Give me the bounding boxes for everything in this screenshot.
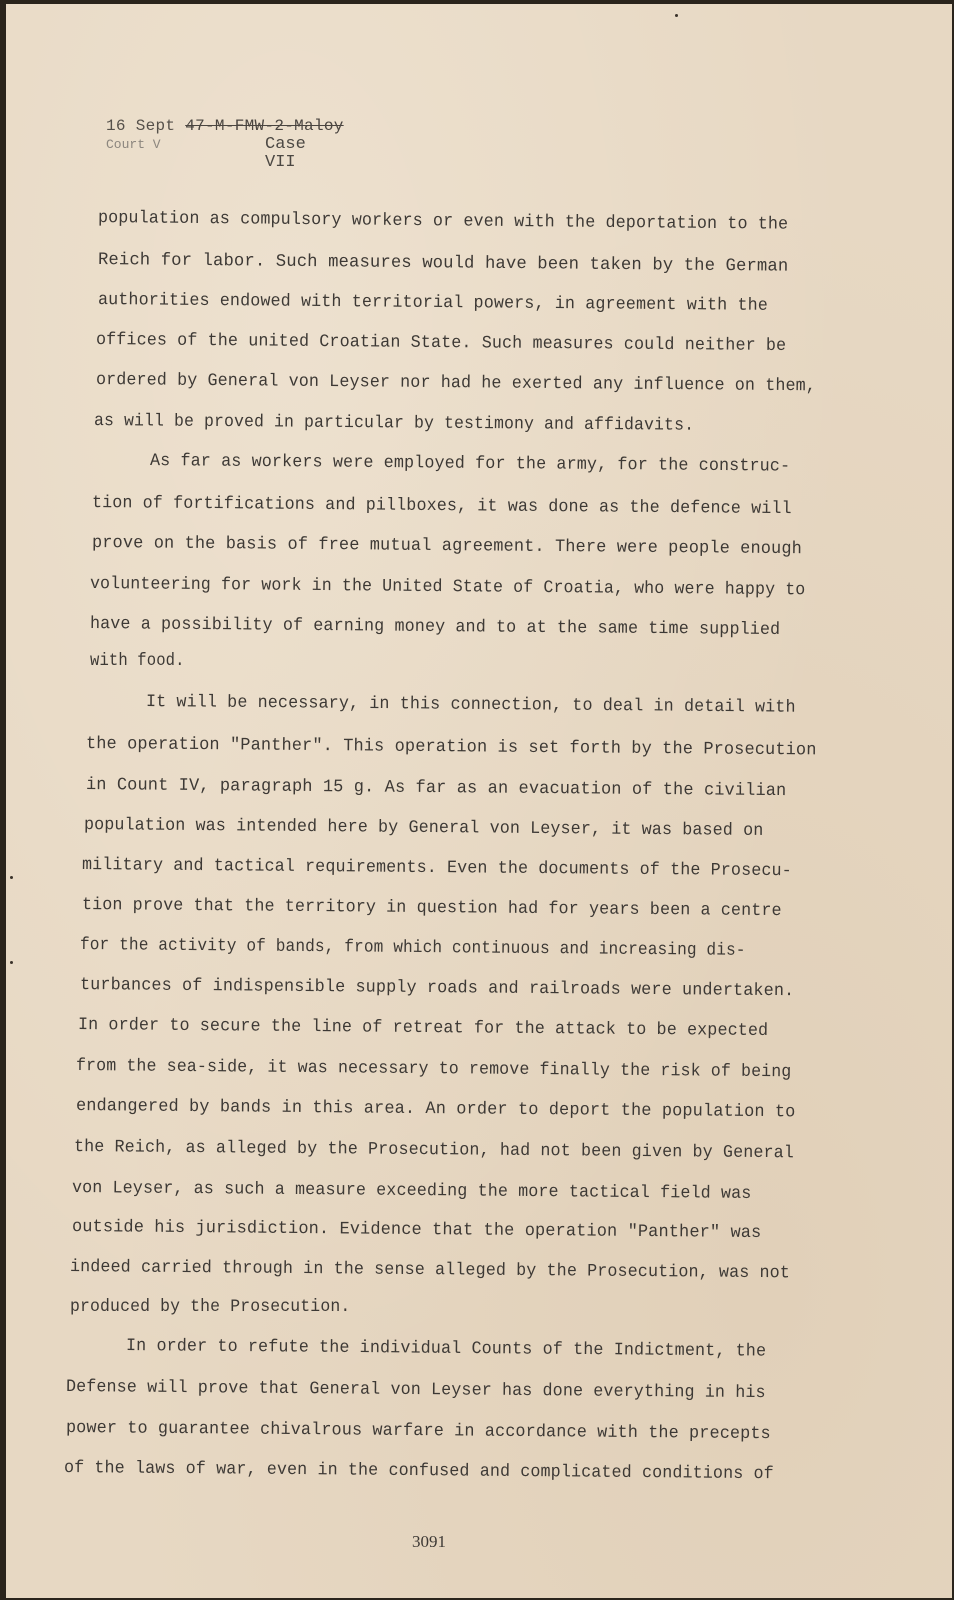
header-date-line	[106, 117, 344, 135]
header-court: Court V	[106, 137, 161, 152]
text-line: power to guarantee chivalrous warfare in accordance with the precepts	[65, 1418, 771, 1445]
header-date: 16 Sept	[106, 117, 176, 135]
text-line: tion prove that the territory in question had for years been a centre	[81, 895, 782, 922]
text-line: have a possibility of earning money and to at the same time supplied	[89, 614, 781, 641]
header-struck-reference: 47-M-FMW-2-Maloy	[185, 117, 344, 135]
text-line: for the activity of bands, from which continuous and increasing dis-	[79, 935, 746, 961]
text-line: ordered by General von Leyser nor had he exerted any influence on them,	[95, 370, 817, 397]
text-line: Defense will prove that General von Leyser has done everything in his	[65, 1377, 766, 1404]
margin-speck	[675, 14, 678, 17]
text-line: the Reich, as alleged by the Prosecution, had not been given by General	[73, 1137, 795, 1164]
text-line: tion of fortifications and pillboxes, it was done as the defence will	[91, 493, 792, 520]
text-line: von Leyser, as such a measure exceeding the more tactical field was	[71, 1178, 752, 1204]
page-number: 3091	[412, 1532, 446, 1551]
text-line: prove on the basis of free mutual agreement. There were people enough	[91, 533, 803, 560]
text-line: authorities endowed with territorial powers, in agreement with the	[97, 290, 769, 316]
text-line: the operation "Panther". This operation is set forth by the Prosecution	[85, 734, 817, 761]
text-line: Reich for labor. Such measures would have been taken by the German	[97, 250, 789, 277]
text-line: It will be necessary, in this connection, to deal in detail with	[145, 692, 796, 718]
text-line: As far as workers were employed for the army, for the construc-	[149, 451, 791, 477]
margin-speck	[10, 876, 13, 879]
text-line: indeed carried through in the sense alleged by the Prosecution, was not	[69, 1257, 791, 1284]
text-line: turbances of indispensible supply roads and railroads were undertaken.	[79, 975, 795, 1002]
text-line: offices of the united Croatian State. Such measures could neither be	[95, 330, 787, 357]
text-line: as will be proved in particular by testimony and affidavits.	[93, 411, 695, 436]
text-line: produced by the Prosecution.	[70, 1297, 351, 1317]
text-line: In order to secure the line of retreat for the attack to be expected	[77, 1015, 769, 1042]
text-line: In order to refute the individual Counts of the Indictment, the	[125, 1336, 767, 1362]
text-line: from the sea-side, it was necessary to remove finally the risk of being	[75, 1056, 792, 1083]
text-line: military and tactical requirements. Even the documents of the Prosecu-	[81, 855, 792, 882]
text-line: population as compulsory workers or even with the deportation to the	[97, 208, 789, 235]
document-page	[6, 4, 952, 1598]
margin-speck	[10, 961, 13, 964]
document-header	[106, 117, 344, 172]
text-line: volunteering for work in the United State of Croatia, who were happy to	[89, 574, 806, 601]
text-line: population was intended here by General von Leyser, it was based on	[83, 815, 764, 841]
text-line: of the laws of war, even in the confused and complicated conditions of	[63, 1458, 774, 1485]
text-line: endangered by bands in this area. An order to deport the population to	[75, 1096, 796, 1123]
header-case: Case VII	[265, 135, 306, 172]
text-line: with food.	[90, 651, 185, 671]
header-court-line	[106, 135, 344, 172]
text-line: outside his jurisdiction. Evidence that the operation "Panther" was	[71, 1217, 762, 1244]
text-line: in Count IV, paragraph 15 g. As far as an evacuation of the civilian	[85, 775, 787, 802]
